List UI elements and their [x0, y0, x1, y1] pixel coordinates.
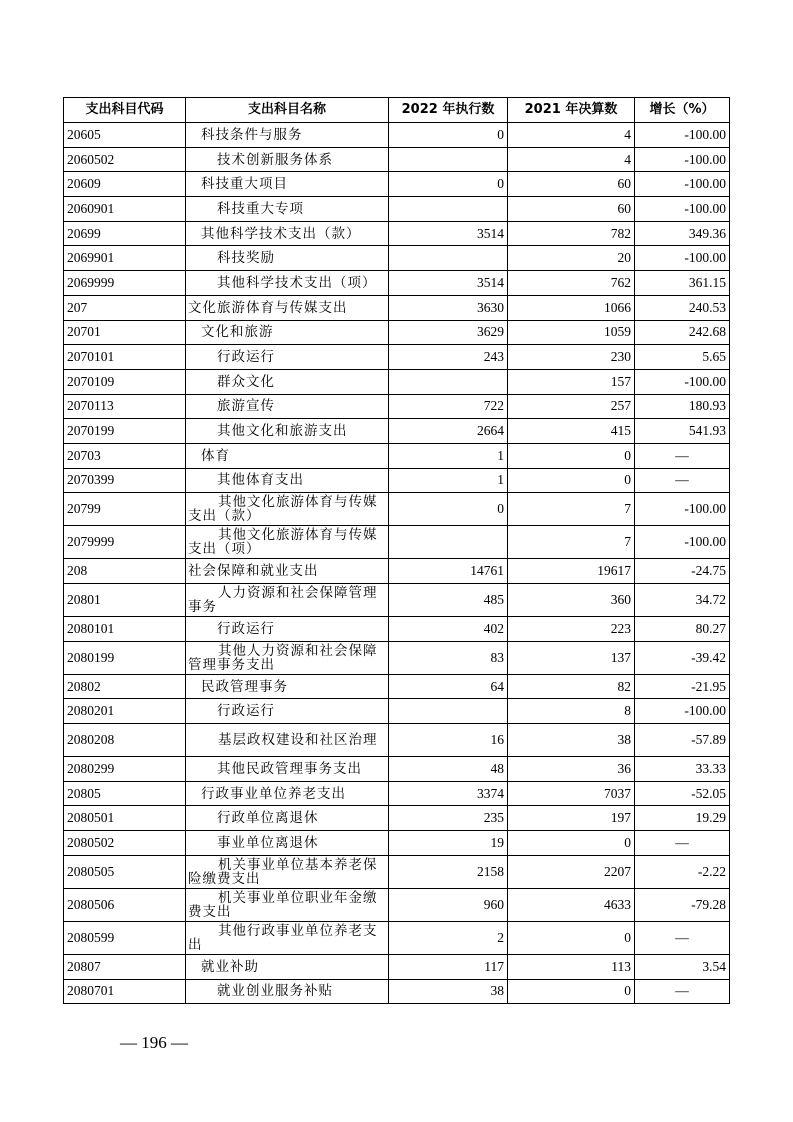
table-row: [64, 493, 730, 526]
cell-name: 科技重大专项: [186, 197, 389, 222]
cell-code: 2080208: [64, 724, 186, 757]
cell-growth: -57.89: [635, 724, 730, 757]
cell-code: 20807: [64, 954, 186, 979]
cell-growth: —: [635, 831, 730, 856]
cell-name: 科技奖励: [186, 246, 389, 271]
table-row: [64, 806, 730, 831]
cell-exec-2022: [389, 147, 508, 172]
cell-exec-2022: 960: [389, 888, 508, 921]
table-row: [64, 584, 730, 617]
cell-growth: 349.36: [635, 221, 730, 246]
cell-exec-2022: [389, 699, 508, 724]
cell-exec-2022: 14761: [389, 559, 508, 584]
cell-final-2021: 137: [508, 641, 635, 674]
cell-name: 机关事业单位职业年金缴费支出: [186, 888, 389, 921]
cell-growth: -100.00: [635, 147, 730, 172]
cell-final-2021: 7: [508, 493, 635, 526]
cell-exec-2022: 64: [389, 674, 508, 699]
cell-final-2021: 8: [508, 699, 635, 724]
cell-growth: -100.00: [635, 246, 730, 271]
cell-final-2021: 60: [508, 172, 635, 197]
table-row: [64, 320, 730, 345]
cell-final-2021: 7: [508, 526, 635, 559]
cell-name: 体育: [186, 443, 389, 468]
cell-growth: 242.68: [635, 320, 730, 345]
cell-growth: —: [635, 921, 730, 954]
cell-exec-2022: 722: [389, 394, 508, 419]
cell-code: 2060901: [64, 197, 186, 222]
table-row: [64, 831, 730, 856]
table-row: [64, 394, 730, 419]
header-code: 支出科目代码: [64, 98, 186, 123]
cell-final-2021: 4633: [508, 888, 635, 921]
cell-final-2021: 20: [508, 246, 635, 271]
table-row: [64, 526, 730, 559]
cell-final-2021: 782: [508, 221, 635, 246]
cell-exec-2022: 243: [389, 345, 508, 370]
cell-growth: -100.00: [635, 493, 730, 526]
header-name: 支出科目名称: [186, 98, 389, 123]
cell-final-2021: 2207: [508, 855, 635, 888]
cell-name: 行政事业单位养老支出: [186, 781, 389, 806]
cell-name: 社会保障和就业支出: [186, 559, 389, 584]
cell-name: 其他文化旅游体育与传媒支出（项）: [186, 526, 389, 559]
cell-code: 20799: [64, 493, 186, 526]
table-row: [64, 172, 730, 197]
cell-growth: 240.53: [635, 295, 730, 320]
cell-code: 2080502: [64, 831, 186, 856]
cell-code: 20802: [64, 674, 186, 699]
table-row: [64, 197, 730, 222]
cell-growth: 180.93: [635, 394, 730, 419]
cell-exec-2022: 3514: [389, 221, 508, 246]
cell-final-2021: 82: [508, 674, 635, 699]
table-row: [64, 369, 730, 394]
cell-exec-2022: 117: [389, 954, 508, 979]
cell-growth: -100.00: [635, 197, 730, 222]
table-row: [64, 641, 730, 674]
cell-exec-2022: 3629: [389, 320, 508, 345]
cell-name: 科技条件与服务: [186, 123, 389, 148]
cell-exec-2022: 16: [389, 724, 508, 757]
cell-code: 2080199: [64, 641, 186, 674]
cell-name: 其他人力资源和社会保障管理事务支出: [186, 641, 389, 674]
cell-name: 其他体育支出: [186, 468, 389, 493]
cell-code: 2080505: [64, 855, 186, 888]
table-row: [64, 271, 730, 296]
page-number: — 196 —: [120, 1033, 188, 1052]
cell-exec-2022: 19: [389, 831, 508, 856]
cell-final-2021: 0: [508, 443, 635, 468]
cell-growth: 34.72: [635, 584, 730, 617]
table-row: [64, 221, 730, 246]
cell-final-2021: 230: [508, 345, 635, 370]
table-row: [64, 345, 730, 370]
cell-code: 2069999: [64, 271, 186, 296]
cell-code: 2070101: [64, 345, 186, 370]
table-row: [64, 699, 730, 724]
table-header-row: [64, 98, 730, 123]
table-row: [64, 979, 730, 1004]
cell-growth: 5.65: [635, 345, 730, 370]
cell-growth: 3.54: [635, 954, 730, 979]
cell-name: 其他文化和旅游支出: [186, 419, 389, 444]
cell-growth: -79.28: [635, 888, 730, 921]
cell-code: 2069901: [64, 246, 186, 271]
cell-final-2021: 19617: [508, 559, 635, 584]
cell-growth: -100.00: [635, 369, 730, 394]
header-growth: 增长（%）: [635, 98, 730, 123]
cell-code: 20805: [64, 781, 186, 806]
cell-code: 208: [64, 559, 186, 584]
cell-final-2021: 113: [508, 954, 635, 979]
cell-growth: -52.05: [635, 781, 730, 806]
cell-exec-2022: [389, 197, 508, 222]
cell-final-2021: 0: [508, 979, 635, 1004]
table-row: [64, 123, 730, 148]
cell-name: 人力资源和社会保障管理事务: [186, 584, 389, 617]
cell-code: 2080501: [64, 806, 186, 831]
cell-name: 其他科学技术支出（款）: [186, 221, 389, 246]
cell-code: 20801: [64, 584, 186, 617]
cell-name: 机关事业单位基本养老保险缴费支出: [186, 855, 389, 888]
cell-growth: -39.42: [635, 641, 730, 674]
cell-name: 行政单位离退休: [186, 806, 389, 831]
cell-name: 科技重大项目: [186, 172, 389, 197]
cell-final-2021: 197: [508, 806, 635, 831]
cell-final-2021: 4: [508, 147, 635, 172]
header-exec-2022: 2022 年执行数: [389, 98, 508, 123]
cell-code: 2080599: [64, 921, 186, 954]
cell-final-2021: 257: [508, 394, 635, 419]
cell-exec-2022: 402: [389, 617, 508, 642]
cell-growth: 33.33: [635, 757, 730, 782]
cell-exec-2022: [389, 246, 508, 271]
cell-growth: 361.15: [635, 271, 730, 296]
cell-final-2021: 4: [508, 123, 635, 148]
cell-code: 20701: [64, 320, 186, 345]
cell-final-2021: 1066: [508, 295, 635, 320]
cell-exec-2022: [389, 369, 508, 394]
cell-exec-2022: 83: [389, 641, 508, 674]
cell-final-2021: 762: [508, 271, 635, 296]
table-row: [64, 954, 730, 979]
table-row: [64, 617, 730, 642]
cell-growth: -100.00: [635, 123, 730, 148]
cell-final-2021: 7037: [508, 781, 635, 806]
cell-final-2021: 60: [508, 197, 635, 222]
cell-exec-2022: 3514: [389, 271, 508, 296]
cell-final-2021: 415: [508, 419, 635, 444]
cell-name: 技术创新服务体系: [186, 147, 389, 172]
cell-name: 其他行政事业单位养老支出: [186, 921, 389, 954]
cell-exec-2022: 3630: [389, 295, 508, 320]
table-row: [64, 468, 730, 493]
cell-code: 20605: [64, 123, 186, 148]
cell-code: 2080506: [64, 888, 186, 921]
cell-name: 就业补助: [186, 954, 389, 979]
cell-growth: -100.00: [635, 172, 730, 197]
cell-growth: —: [635, 443, 730, 468]
cell-growth: 541.93: [635, 419, 730, 444]
cell-exec-2022: 2664: [389, 419, 508, 444]
cell-exec-2022: 0: [389, 493, 508, 526]
cell-code: 2080101: [64, 617, 186, 642]
table-row: [64, 295, 730, 320]
cell-name: 基层政权建设和社区治理: [186, 724, 389, 757]
cell-exec-2022: 3374: [389, 781, 508, 806]
cell-name: 文化旅游体育与传媒支出: [186, 295, 389, 320]
cell-final-2021: 36: [508, 757, 635, 782]
cell-code: 20699: [64, 221, 186, 246]
cell-code: 2080299: [64, 757, 186, 782]
cell-name: 旅游宣传: [186, 394, 389, 419]
cell-exec-2022: 48: [389, 757, 508, 782]
cell-exec-2022: 38: [389, 979, 508, 1004]
expenditure-table: [63, 97, 730, 1004]
cell-name: 就业创业服务补贴: [186, 979, 389, 1004]
cell-exec-2022: 2158: [389, 855, 508, 888]
cell-final-2021: 360: [508, 584, 635, 617]
cell-growth: —: [635, 468, 730, 493]
header-final-2021: 2021 年决算数: [508, 98, 635, 123]
cell-name: 行政运行: [186, 617, 389, 642]
cell-exec-2022: 235: [389, 806, 508, 831]
cell-final-2021: 0: [508, 921, 635, 954]
cell-code: 207: [64, 295, 186, 320]
table-row: [64, 855, 730, 888]
table-row: [64, 781, 730, 806]
cell-name: 文化和旅游: [186, 320, 389, 345]
cell-growth: 19.29: [635, 806, 730, 831]
table-row: [64, 147, 730, 172]
cell-code: 2070109: [64, 369, 186, 394]
cell-growth: -100.00: [635, 526, 730, 559]
cell-code: 20703: [64, 443, 186, 468]
cell-growth: -2.22: [635, 855, 730, 888]
cell-final-2021: 1059: [508, 320, 635, 345]
cell-exec-2022: 485: [389, 584, 508, 617]
table-row: [64, 888, 730, 921]
cell-final-2021: 38: [508, 724, 635, 757]
cell-final-2021: 0: [508, 468, 635, 493]
table-row: [64, 419, 730, 444]
cell-code: 2080201: [64, 699, 186, 724]
cell-final-2021: 157: [508, 369, 635, 394]
cell-name: 其他民政管理事务支出: [186, 757, 389, 782]
cell-growth: -21.95: [635, 674, 730, 699]
cell-code: 2079999: [64, 526, 186, 559]
table-row: [64, 559, 730, 584]
table-row: [64, 757, 730, 782]
cell-exec-2022: 0: [389, 123, 508, 148]
cell-exec-2022: [389, 526, 508, 559]
cell-name: 其他科学技术支出（项）: [186, 271, 389, 296]
cell-code: 2070199: [64, 419, 186, 444]
table-row: [64, 246, 730, 271]
cell-name: 民政管理事务: [186, 674, 389, 699]
cell-name: 事业单位离退休: [186, 831, 389, 856]
cell-growth: 80.27: [635, 617, 730, 642]
cell-growth: -100.00: [635, 699, 730, 724]
cell-code: 2070399: [64, 468, 186, 493]
cell-exec-2022: 0: [389, 172, 508, 197]
cell-name: 行政运行: [186, 345, 389, 370]
cell-name: 其他文化旅游体育与传媒支出（款）: [186, 493, 389, 526]
cell-final-2021: 223: [508, 617, 635, 642]
cell-exec-2022: 2: [389, 921, 508, 954]
cell-code: 2080701: [64, 979, 186, 1004]
cell-exec-2022: 1: [389, 468, 508, 493]
cell-final-2021: 0: [508, 831, 635, 856]
table-row: [64, 674, 730, 699]
table-body: [64, 123, 730, 1004]
cell-name: 行政运行: [186, 699, 389, 724]
cell-code: 2070113: [64, 394, 186, 419]
table-row: [64, 724, 730, 757]
cell-growth: —: [635, 979, 730, 1004]
cell-growth: -24.75: [635, 559, 730, 584]
table-row: [64, 443, 730, 468]
cell-name: 群众文化: [186, 369, 389, 394]
cell-code: 20609: [64, 172, 186, 197]
table-row: [64, 921, 730, 954]
cell-exec-2022: 1: [389, 443, 508, 468]
cell-code: 2060502: [64, 147, 186, 172]
